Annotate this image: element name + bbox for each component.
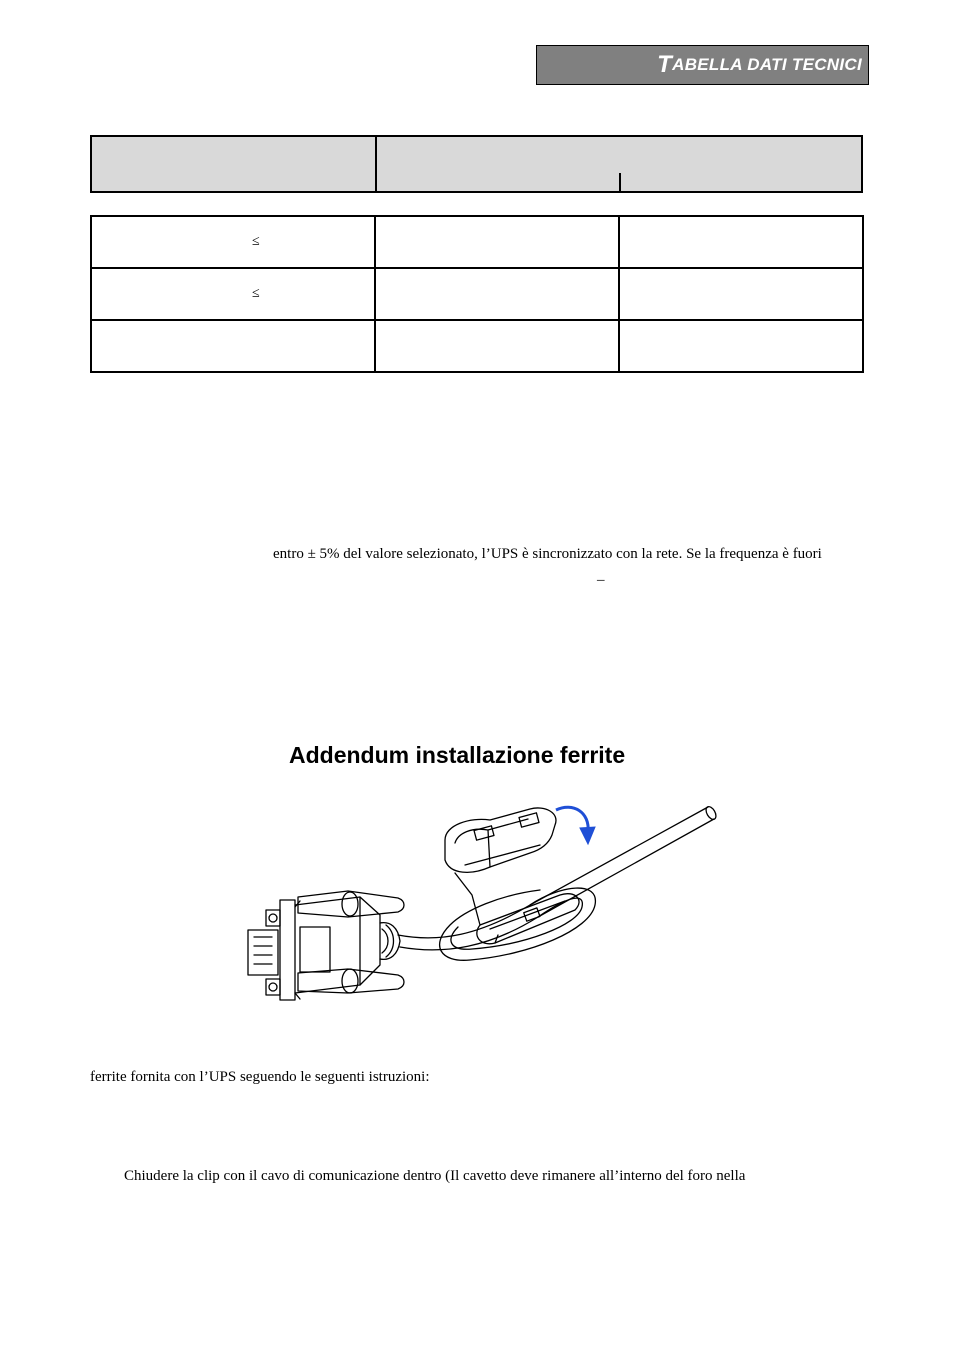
table-row — [91, 268, 863, 320]
table-cell — [91, 216, 375, 268]
section-header-initial: T — [657, 51, 673, 78]
section-header — [536, 45, 869, 85]
table-cell — [619, 216, 863, 268]
frequency-text: entro ± 5% del valore selezionato, l’UPS è sincronizzato con la rete. Se la frequenza è fuori — [273, 546, 822, 562]
table-cell — [375, 268, 619, 320]
table-row — [91, 320, 863, 372]
section-header-rest: ABELLA DATI TECNICI — [672, 55, 862, 74]
table-cell — [375, 320, 619, 372]
table-cell — [91, 320, 375, 372]
table-row — [91, 216, 863, 268]
table-header-divider — [375, 137, 377, 191]
specs-table — [90, 215, 864, 373]
table-cell — [91, 268, 375, 320]
table-header-subdivider — [619, 173, 621, 191]
table-cell — [619, 320, 863, 372]
ferrite-instructions-text: ferrite fornita con l’UPS seguendo le seguenti istruzioni: — [90, 1069, 430, 1085]
table-header — [90, 135, 863, 193]
addendum-title: Addendum installazione ferrite — [289, 742, 626, 768]
clip-instruction-text: Chiudere la clip con il cavo di comunicazione dentro (Il cavetto deve rimanere all’interno del foro nella — [124, 1168, 746, 1184]
ferrite-illustration — [240, 795, 720, 1010]
le-symbol: ≤ — [252, 286, 260, 301]
table-cell — [619, 268, 863, 320]
le-symbol: ≤ — [252, 234, 260, 249]
rotate-arrow-icon — [548, 800, 598, 855]
table-cell — [375, 216, 619, 268]
dash-mark: – — [597, 572, 605, 588]
